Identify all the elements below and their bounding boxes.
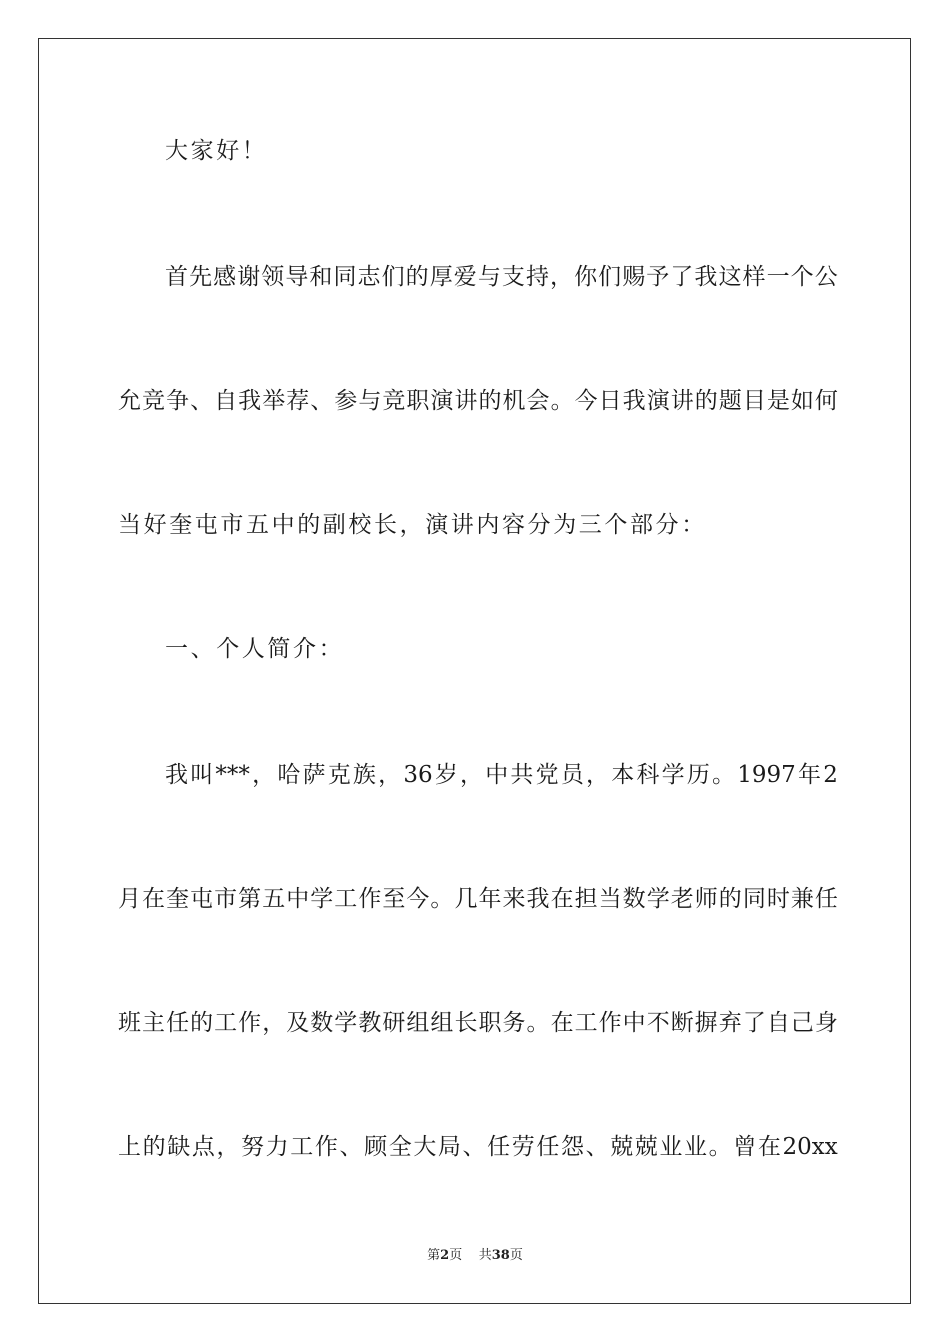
text-glyph: 感 [213,264,237,290]
text-glyph: 学 [334,1010,358,1036]
text-glyph: 。 [708,1134,732,1160]
text-glyph: 在 [550,886,574,912]
text-glyph: 在 [142,886,166,912]
text-glyph: 了 [742,1010,766,1036]
text-glyph: 任 [166,1010,190,1036]
text-glyph: 同 [742,886,766,912]
text-glyph: 第 [238,886,262,912]
paragraph-2-line-1 [165,760,838,790]
footer-page-suffix: 页 [449,1248,463,1263]
paragraph-2-line-4 [118,1132,838,1162]
section-heading-personal-intro: 一、个人简介： [165,636,345,662]
text-glyph: 的 [694,388,718,414]
text-glyph: 机 [502,388,526,414]
text-glyph: 怨 [560,1134,584,1160]
text-glyph: 努 [241,1134,265,1160]
footer-total-pages: 38 [491,1248,510,1263]
footer-page-number: 2 [440,1248,450,1263]
text-glyph: 公 [814,264,838,290]
text-glyph: 数 [622,886,646,912]
text-glyph: 时 [766,886,790,912]
text-glyph: 局 [437,1134,461,1160]
text-glyph: 数 [310,1010,334,1036]
greeting-line: 大家好！ [165,138,268,164]
text-glyph: 曾 [733,1134,757,1160]
text-glyph: 们 [381,264,405,290]
text-glyph: 工 [334,886,358,912]
text-glyph: 叫 [190,762,214,788]
text-glyph: ， [586,762,610,788]
text-glyph: 演 [646,388,670,414]
text-glyph: 我 [526,886,550,912]
text-glyph: 同 [333,264,357,290]
text-glyph: 的 [405,264,429,290]
text-glyph: 老 [670,886,694,912]
text-glyph: 上 [118,1134,141,1160]
text-glyph: 顾 [364,1134,388,1160]
text-glyph: 任 [487,1134,511,1160]
text-glyph: 领 [261,264,285,290]
text-glyph: 了 [670,264,694,290]
text-glyph: 会 [526,388,550,414]
text-glyph: 职 [406,388,430,414]
text-glyph: 们 [598,264,622,290]
text-glyph: 来 [502,886,526,912]
text-glyph: 主 [142,1010,166,1036]
text-glyph: 业 [659,1134,683,1160]
text-glyph: 任 [536,1134,560,1160]
text-glyph: 工 [574,1010,598,1036]
text-glyph: 己 [790,1010,814,1036]
text-glyph: 自 [214,388,238,414]
text-glyph: ， [252,762,276,788]
paragraph-2-line-2 [118,884,838,914]
text-glyph: ， [378,762,402,788]
text-glyph: 工 [290,1134,314,1160]
text-glyph: 如 [790,388,814,414]
text-glyph: 荐 [286,388,310,414]
text-glyph: 举 [262,388,286,414]
text-glyph: 点 [191,1134,215,1160]
page-footer [0,1247,950,1265]
text-glyph: 全 [388,1134,412,1160]
text-glyph: 、 [310,388,334,414]
page-border [38,38,911,1304]
text-glyph: 奎 [166,886,190,912]
text-glyph: 月 [118,886,141,912]
text-glyph: 、 [585,1134,609,1160]
footer-page-prefix: 第 [427,1248,441,1263]
text-glyph: 你 [574,264,598,290]
text-glyph: 担 [574,886,598,912]
text-glyph: 萨 [302,762,326,788]
text-glyph: 科 [636,762,660,788]
text-glyph: 工 [214,1010,238,1036]
text-glyph: 作 [238,1010,262,1036]
text-glyph: 克 [327,762,351,788]
text-glyph: 争 [166,388,190,414]
text-glyph: 学 [646,886,670,912]
text-glyph: 大 [413,1134,437,1160]
text-glyph: 的 [142,1134,166,1160]
text-glyph: 岁 [434,762,458,788]
text-glyph: 志 [357,264,381,290]
text-glyph: 讲 [670,388,694,414]
text-glyph: 任 [814,886,838,912]
text-glyph: 研 [382,1010,406,1036]
text-glyph: 年 [798,762,821,788]
text-glyph: 1997 [737,762,796,788]
text-glyph: 的 [190,1010,214,1036]
text-glyph: 职 [478,1010,502,1036]
text-glyph: 中 [622,1010,646,1036]
text-glyph: 厚 [429,264,453,290]
text-glyph: 教 [358,1010,382,1036]
text-glyph: 样 [742,264,766,290]
text-glyph: 日 [598,388,622,414]
text-glyph: 年 [478,886,502,912]
text-glyph: 予 [646,264,670,290]
text-glyph: 何 [814,388,838,414]
text-glyph: 学 [310,886,334,912]
text-glyph: 兢 [610,1134,634,1160]
text-glyph: 五 [262,886,286,912]
text-glyph: 市 [214,886,238,912]
text-glyph: 作 [314,1134,338,1160]
text-glyph: 当 [598,886,622,912]
text-glyph: 讲 [454,388,478,414]
text-glyph: 至 [382,886,406,912]
text-glyph: 、 [339,1134,363,1160]
text-glyph: 36 [403,762,433,788]
text-glyph: 几 [454,886,478,912]
text-glyph: 长 [454,1010,478,1036]
text-glyph: 演 [430,388,454,414]
text-glyph: 兼 [790,886,814,912]
text-glyph: 作 [598,1010,622,1036]
text-glyph: 我 [694,264,718,290]
text-glyph: 在 [550,1010,574,1036]
text-glyph: 共 [510,762,534,788]
text-glyph: 不 [646,1010,670,1036]
text-glyph: 竞 [382,388,406,414]
paragraph-2-line-3 [118,1008,838,1038]
paragraph-1-line-1 [165,262,838,292]
text-glyph: 。 [526,1010,550,1036]
text-glyph: 缺 [167,1134,191,1160]
text-glyph: 历 [686,762,710,788]
footer-total-suffix: 页 [509,1248,523,1263]
text-glyph: 摒 [694,1010,718,1036]
text-glyph: 题 [718,388,742,414]
text-glyph: 允 [118,388,141,414]
text-glyph: 中 [286,886,310,912]
text-glyph: ， [262,1010,286,1036]
text-glyph: 先 [189,264,213,290]
text-glyph: 个 [790,264,814,290]
text-glyph: 、 [190,388,214,414]
text-glyph: 今 [406,886,430,912]
text-glyph: 组 [430,1010,454,1036]
text-glyph: 首 [165,264,188,290]
text-glyph: 。 [430,886,454,912]
text-glyph: 与 [477,264,501,290]
text-glyph: 参 [334,388,358,414]
text-glyph: 劳 [511,1134,535,1160]
text-glyph: 爱 [453,264,477,290]
footer-total-prefix: 共 [478,1248,492,1263]
text-glyph: 导 [285,264,309,290]
text-glyph: 我 [165,762,188,788]
text-glyph: 今 [574,388,598,414]
text-glyph: 的 [478,388,502,414]
text-glyph: 本 [611,762,635,788]
text-glyph: 目 [742,388,766,414]
text-glyph: 我 [622,388,646,414]
text-glyph: 哈 [277,762,301,788]
paragraph-1-line-3: 当好奎屯市五中的副校长，演讲内容分为三个部分： [118,512,707,538]
text-glyph: 学 [661,762,685,788]
text-glyph: 中 [485,762,509,788]
text-glyph: 持 [525,264,549,290]
text-glyph: 员 [560,762,584,788]
text-glyph: 。 [550,388,574,414]
paragraph-1-line-2 [118,386,838,416]
text-glyph: 作 [358,886,382,912]
text-glyph: *** [215,762,250,788]
text-glyph: 自 [766,1010,790,1036]
text-glyph: 这 [718,264,742,290]
text-glyph: 我 [238,388,262,414]
text-glyph: 在 [757,1134,781,1160]
text-glyph: 竞 [142,388,166,414]
text-glyph: 身 [814,1010,838,1036]
text-glyph: 的 [718,886,742,912]
text-glyph: 及 [286,1010,310,1036]
text-glyph: 务 [502,1010,526,1036]
text-glyph: ， [550,264,573,290]
text-glyph: 班 [118,1010,141,1036]
text-glyph: 断 [670,1010,694,1036]
text-glyph: 是 [766,388,790,414]
text-glyph: 业 [684,1134,708,1160]
text-glyph: 2 [823,762,838,788]
text-glyph: 组 [406,1010,430,1036]
text-glyph: 谢 [237,264,261,290]
text-glyph: 20xx [782,1134,838,1160]
text-glyph: 。 [712,762,736,788]
text-glyph: 支 [501,264,525,290]
text-glyph: 赐 [622,264,646,290]
text-glyph: 力 [265,1134,289,1160]
text-glyph: 师 [694,886,718,912]
text-glyph: 和 [309,264,333,290]
text-glyph: 屯 [190,886,214,912]
text-glyph: 、 [462,1134,486,1160]
text-glyph: 兢 [634,1134,658,1160]
text-glyph: 与 [358,388,382,414]
text-glyph: 族 [352,762,376,788]
text-glyph: ， [216,1134,240,1160]
text-glyph: 党 [535,762,559,788]
text-glyph: 一 [766,264,790,290]
text-glyph: ， [460,762,484,788]
text-glyph: 弃 [718,1010,742,1036]
